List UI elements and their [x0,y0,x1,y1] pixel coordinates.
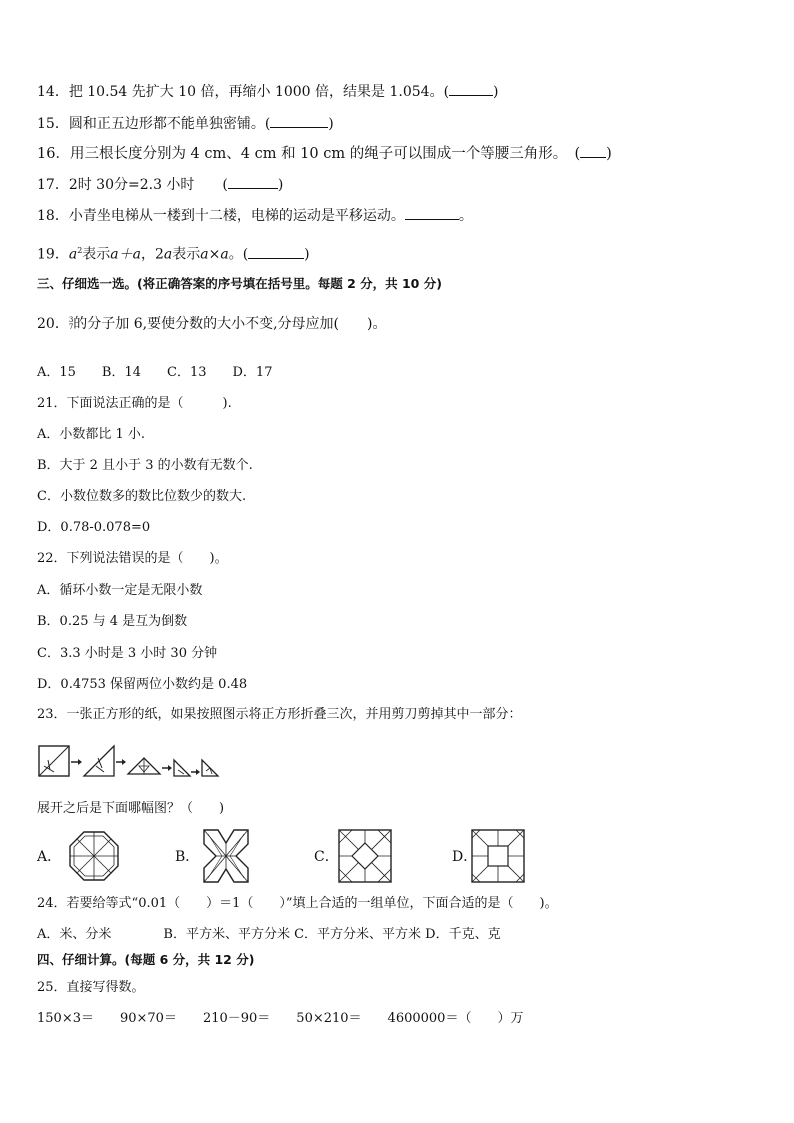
question-20: 20．3 7的分子加 6,要使分数的大小不变,分母应加( )。 [37,316,387,332]
choice-c-square-diamond-figure[interactable] [338,829,392,883]
choice-d-square-window-figure[interactable] [471,829,525,883]
question-21: 21．下面说法正确的是（ ). [37,396,232,411]
answer-blank[interactable] [270,115,328,128]
option-b: B．0.25 与 4 是互为倒数 [37,614,188,629]
option-b: B．大于 2 且小于 3 的小数有无数个. [37,458,253,473]
choice-b-label: B． [175,849,200,865]
choice-a-octagon-figure[interactable] [68,830,120,882]
question-25: 25．直接写得数。 [37,980,145,995]
option-c: C．小数位数多的数比位数少的数大. [37,489,247,504]
question-24-options: A．米、分米 B．平方米、平方分米 C．平方分米、平方米 D．千克、克 [37,927,501,942]
answer-blank[interactable] [580,145,606,158]
answer-blank[interactable] [228,176,278,189]
question-25-items: 150×3＝ 90×70＝ 210－90＝ 50×210＝ 4600000＝（ ）万 [37,1011,524,1026]
question-17: 17．2时 30分=2.3 小时 ( ) [37,177,284,193]
option-a: A．小数都比 1 小. [37,427,146,442]
answer-blank[interactable] [248,246,304,259]
option-d: D．0.78-0.078=0 [37,520,151,535]
option-d: D．0.4753 保留两位小数约是 0.48 [37,677,248,692]
question-23-ask: 展开之后是下面哪幅图？（ ) [37,801,225,816]
answer-blank[interactable] [449,83,493,96]
question-20-options: A．15 B．14 C．13 D．17 [37,365,273,380]
option-a: A．循环小数一定是无限小数 [37,583,203,598]
choice-c-label: C． [314,849,339,865]
question-18: 18．小青坐电梯从一楼到十二楼，电梯的运动是平移运动。 。 [37,208,473,224]
question-24: 24．若要给等式“0.01（ ）＝1（ ）”填上合适的一组单位，下面合适的是（ )。 [37,896,558,911]
choice-b-star-figure[interactable] [203,829,249,883]
choice-d-label: D． [452,849,478,865]
question-14: 14．把 10.54 先扩大 10 倍，再缩小 1000 倍，结果是 1.054。( ) [37,84,499,100]
folding-steps-figure [38,744,220,782]
question-23: 23．一张正方形的纸，如果按照图示将正方形折叠三次，并用剪刀剪掉其中一部分： [37,707,522,722]
section-4-heading: 四、仔细计算。(每题 6 分，共 12 分) [37,952,255,967]
option-c: C．3.3 小时是 3 小时 30 分钟 [37,646,218,661]
answer-blank[interactable] [405,207,459,220]
choice-a-label: A． [37,849,62,865]
question-22: 22．下列说法错误的是（ )。 [37,551,228,566]
fraction: 3 7 [68,316,74,331]
section-3-heading: 三、仔细选一选。(将正确答案的序号填在括号里。每题 2 分，共 10 分) [37,276,442,291]
question-19: 19．$a^2$表示a＋a，2a表示a×a。( ) [37,246,310,263]
question-15: 15．圆和正五边形都不能单独密铺。( ) [37,116,334,132]
question-16: 16．用三根长度分别为 4 cm、4 cm 和 10 cm 的绳子可以围成一个等腰三角形。 ( ) [37,146,612,162]
